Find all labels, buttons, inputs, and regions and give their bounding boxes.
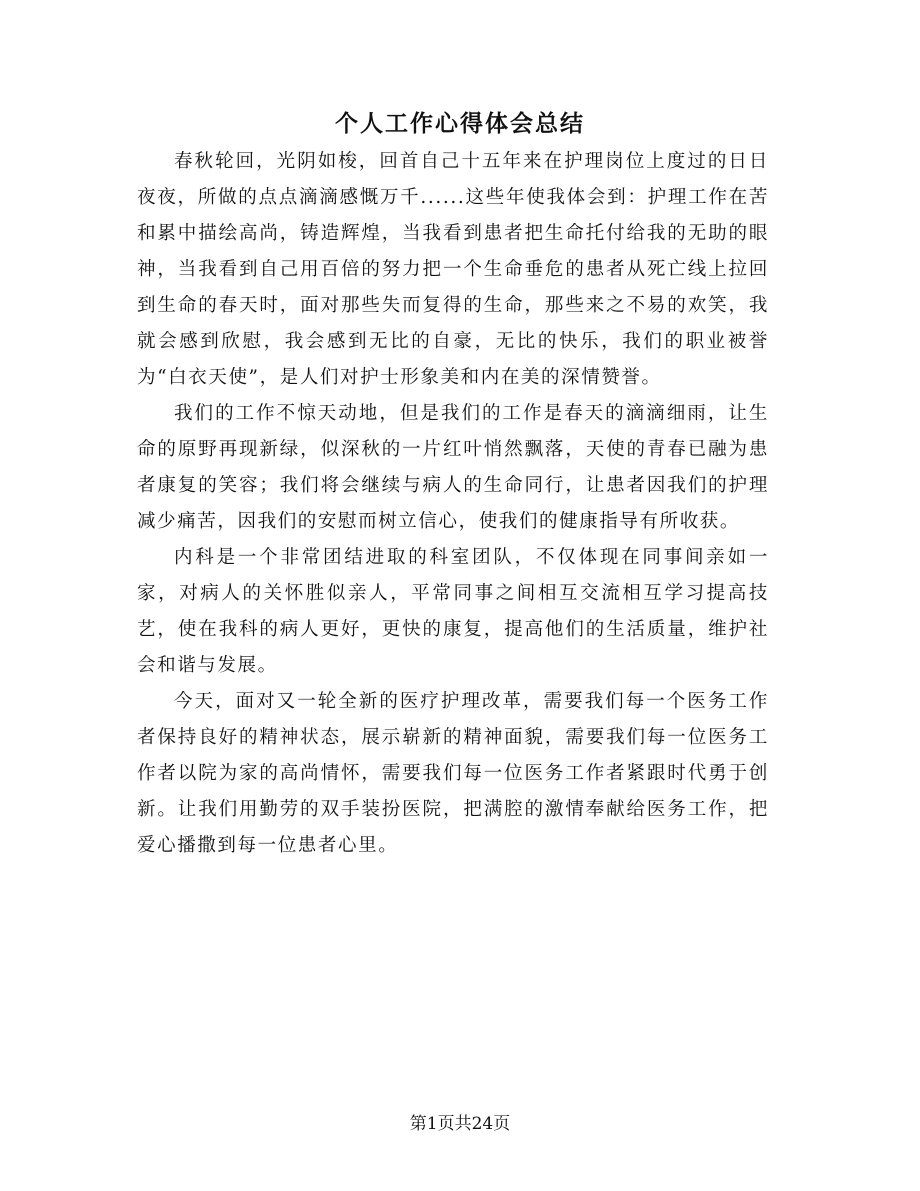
document-body (137, 144, 769, 864)
paragraph: 春秋轮回，光阴如梭，回首自己十五年来在护理岗位上度过的日日夜夜，所做的点点滴滴感慨万千......这些年使我体会到：护理工作在苦和累中描绘高尚，铸造辉煌，当我看到患者把生命托付给我的无助的眼神，当我看到自己用百倍的努力把一个生命垂危的患者从死亡线上拉回到生命的春天时，面对那些失而复得的生命，那些来之不易的欢笑，我就会感到欣慰，我会感到无比的自豪，无比的快乐，我们的职业被誉为“白衣天使”，是人们对护士形象美和内在美的深情赞誉。 (137, 151, 769, 388)
document-title: 个人工作心得体会总结 (335, 110, 585, 137)
paragraph: 我们的工作不惊天动地，但是我们的工作是春天的滴滴细雨，让生命的原野再现新绿，似深秋的一片红叶悄然飘落，天使的青春已融为患者康复的笑容；我们将会继续与病人的生命同行，让患者因我们的护理减少痛苦，因我们的安慰而树立信心，使我们的健康指导有所收获。 (137, 403, 769, 532)
page-number-footer: 第1页共24页 (409, 1114, 511, 1134)
paragraph: 今天，面对又一轮全新的医疗护理改革，需要我们每一个医务工作者保持良好的精神状态，展示崭新的精神面貌，需要我们每一位医务工作者以院为家的高尚情怀，需要我们每一位医务工作者紧跟时代勇于创新。让我们用勤劳的双手装扮医院，把满腔的激情奉献给医务工作，把爱心播撒到每一位患者心里。 (137, 691, 769, 856)
paragraph: 内科是一个非常团结进取的科室团队，不仅体现在同事间亲如一家，对病人的关怀胜似亲人，平常同事之间相互交流相互学习提高技艺，使在我科的病人更好，更快的康复，提高他们的生活质量，维护社会和谐与发展。 (137, 547, 769, 676)
